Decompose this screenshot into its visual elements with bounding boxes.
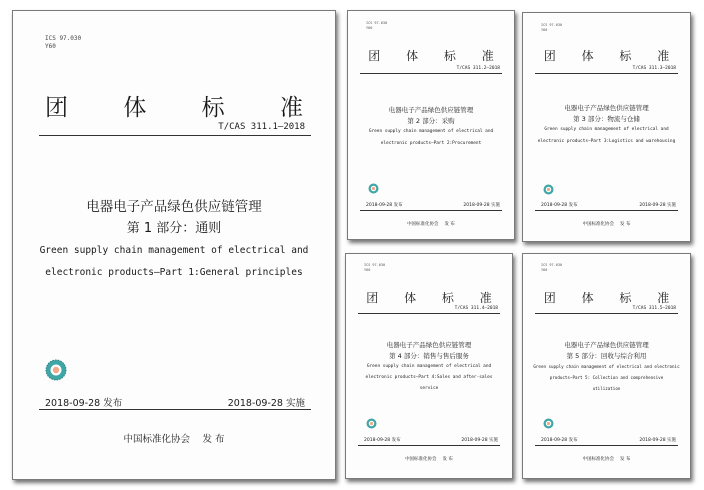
ics-code: ICS 97.030 xyxy=(541,23,563,27)
publisher: 中国标准化协会 发 布 xyxy=(123,434,225,445)
implement-date: 2018-09-28 实施 xyxy=(461,438,498,443)
title-en-line-1: Green supply chain management of electrical and xyxy=(366,364,492,369)
ccs-code: Y60 xyxy=(45,43,56,50)
standard-code: T/CAS 311.4—2018 xyxy=(454,306,498,311)
header-rule xyxy=(535,73,678,74)
part-title-cn: 第 3 部分：物流与仓储 xyxy=(573,115,640,123)
standard-code: T/CAS 311.3—2018 xyxy=(632,66,676,71)
publisher: 中国标准化协会 发 布 xyxy=(407,222,455,227)
ccs-code: Y60 xyxy=(541,28,548,32)
title-en-line-1: Green supply chain management of electrical and xyxy=(39,245,309,256)
cover-part-2 xyxy=(347,10,515,240)
implement-date: 2018-09-28 实施 xyxy=(639,438,676,443)
standards-association-seal-icon xyxy=(366,418,377,429)
title-cn: 电器电子产品绿色供应链管理 xyxy=(388,106,474,114)
publish-date: 2018-09-28 发布 xyxy=(541,438,578,443)
header-rule xyxy=(358,313,500,314)
title-en-line-3: service xyxy=(419,386,439,391)
publisher: 中国标准化协会 发 布 xyxy=(582,222,631,227)
cover-part-1 xyxy=(12,10,336,480)
implement-date: 2018-09-28 实施 xyxy=(463,203,500,208)
part-title-cn: 第 4 部分：销售与售后服务 xyxy=(389,352,469,360)
cover-part-3 xyxy=(522,12,691,242)
standard-code: T/CAS 311.5—2018 xyxy=(632,306,676,311)
ccs-code: Y60 xyxy=(364,268,371,272)
title-en-line-1: Green supply chain management of electrical and xyxy=(544,127,669,132)
title-en-line-2: products—Part 5: Collection and comprehensive xyxy=(549,375,664,380)
title-en-line-3: utilization xyxy=(592,386,621,391)
standard-code: T/CAS 311.2—2018 xyxy=(456,66,500,71)
standards-association-seal-icon xyxy=(543,184,554,195)
footer-rule xyxy=(535,210,678,211)
org-type-heading: 团 体 标 准 xyxy=(543,291,681,305)
publish-date: 2018-09-28 发布 xyxy=(45,398,123,409)
title-en-line-1: Green supply chain management of electrical and electronic xyxy=(533,364,680,369)
publisher: 中国标准化协会 发 布 xyxy=(582,457,631,462)
implement-date: 2018-09-28 实施 xyxy=(639,203,676,208)
header-rule xyxy=(360,73,502,74)
footer-rule xyxy=(358,445,500,446)
ics-code: ICS 97.030 xyxy=(366,21,388,25)
title-cn: 电器电子产品绿色供应链管理 xyxy=(564,341,649,349)
cover-part-5 xyxy=(522,253,691,479)
title-cn: 电器电子产品绿色供应链管理 xyxy=(86,199,262,215)
ccs-code: Y60 xyxy=(366,26,373,30)
footer-rule xyxy=(360,210,502,211)
ics-code: ICS 97.030 xyxy=(541,263,563,267)
publish-date: 2018-09-28 发布 xyxy=(366,203,403,208)
title-en-line-2: electronic products—Part 3:Logistics and warehousing xyxy=(537,139,676,144)
publish-date: 2018-09-28 发布 xyxy=(364,438,401,443)
org-type-heading: 团 体 标 准 xyxy=(366,291,503,305)
standard-code: T/CAS 311.1—2018 xyxy=(218,122,305,132)
standards-association-seal-icon xyxy=(45,359,67,381)
footer-rule xyxy=(535,445,678,446)
title-en-line-2: electronic products—Part 2:Procurement xyxy=(380,141,482,146)
standards-association-seal-icon xyxy=(543,418,554,429)
ics-code: ICS 97.030 xyxy=(364,263,386,267)
footer-rule xyxy=(39,409,311,410)
cover-part-4 xyxy=(345,253,513,479)
part-title-cn: 第 1 部分：通则 xyxy=(126,221,222,236)
title-cn: 电器电子产品绿色供应链管理 xyxy=(386,341,472,349)
org-type-heading: 团 体 标 准 xyxy=(368,49,505,63)
publisher: 中国标准化协会 发 布 xyxy=(405,457,453,462)
org-type-heading: 团 体 标 准 xyxy=(45,95,327,121)
title-en-line-2: electronic products—Part 1:General principles xyxy=(45,267,303,278)
part-title-cn: 第 5 部分：回收与综合利用 xyxy=(566,352,647,360)
part-title-cn: 第 2 部分：采购 xyxy=(407,117,455,125)
ics-code: ICS 97.030 xyxy=(45,35,82,42)
header-rule xyxy=(39,135,311,136)
header-rule xyxy=(535,313,678,314)
implement-date: 2018-09-28 实施 xyxy=(227,398,305,409)
ccs-code: Y60 xyxy=(541,268,548,272)
publish-date: 2018-09-28 发布 xyxy=(541,203,578,208)
org-type-heading: 团 体 标 准 xyxy=(543,49,681,63)
standards-association-seal-icon xyxy=(368,183,379,194)
title-en-line-2: electronic products—Part 4:Sales and after-sales xyxy=(365,375,493,380)
title-en-line-1: Green supply chain management of electrical and xyxy=(368,129,494,134)
title-cn: 电器电子产品绿色供应链管理 xyxy=(564,104,649,112)
